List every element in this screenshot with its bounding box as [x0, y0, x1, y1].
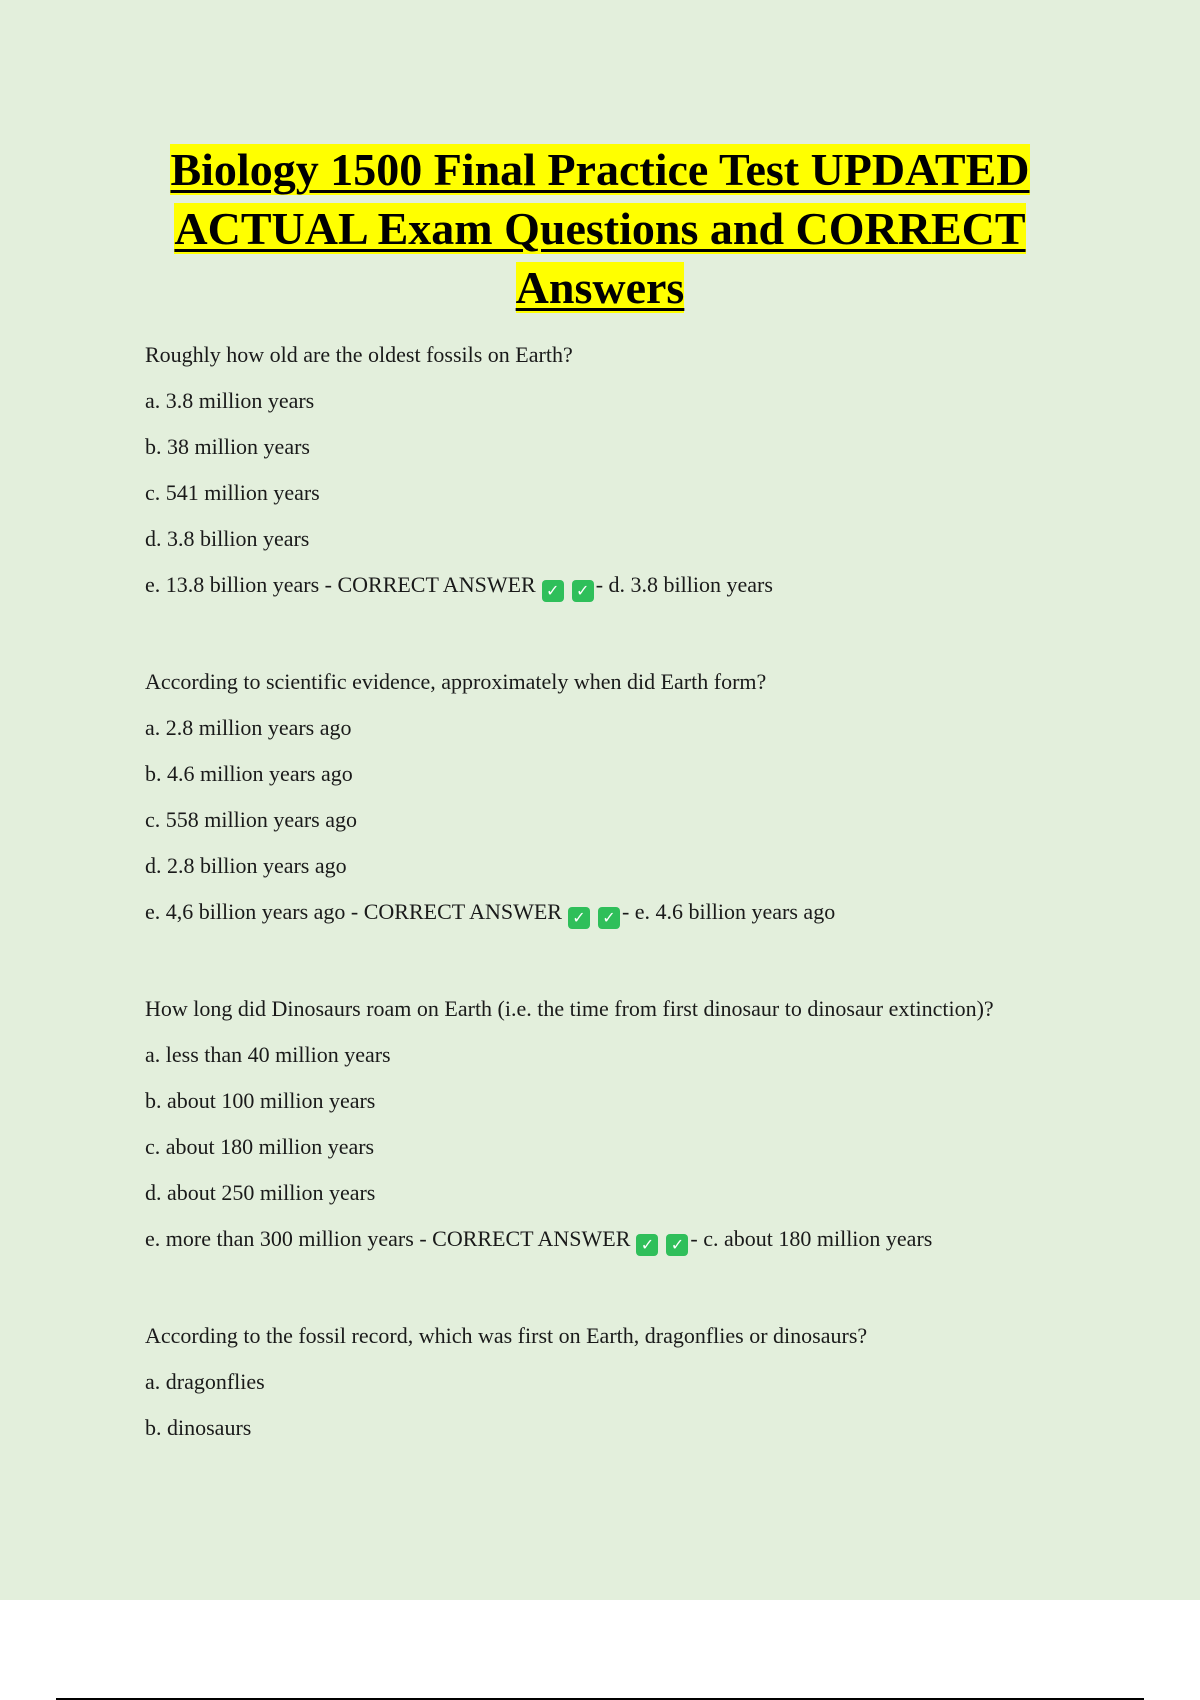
answer-option: c. about 180 million years: [145, 1134, 375, 1159]
answer-option-with-key: [145, 566, 1105, 612]
check-mark-icon: ✓: [542, 580, 564, 602]
question-prompt: Roughly how old are the oldest fossils on Earth?: [145, 342, 573, 367]
page-title: [120, 140, 1080, 317]
question-prompt: According to scientific evidence, approximately when did Earth form?: [145, 669, 767, 694]
check-mark-icon: ✓: [636, 1234, 658, 1256]
answer-option: c. 541 million years: [145, 480, 320, 505]
question-block: [145, 1317, 1105, 1455]
answer-option: a. dragonflies: [145, 1369, 265, 1394]
answer-option: b. dinosaurs: [145, 1415, 252, 1440]
check-mark-icon: ✓: [572, 580, 594, 602]
answer-option: d. 3.8 billion years: [145, 526, 310, 551]
answer-option: e. 4,6 billion years ago - CORRECT ANSWER: [145, 899, 562, 924]
answer-option-with-key: [145, 893, 1105, 939]
correct-answer: - c. about 180 million years: [690, 1226, 933, 1251]
title-line-1: Biology 1500 Final Practice Test UPDATED: [170, 144, 1030, 195]
question-list: [145, 336, 1105, 1506]
answer-option: d. 2.8 billion years ago: [145, 853, 347, 878]
answer-option-with-key: [145, 1220, 1105, 1266]
answer-option: b. 38 million years: [145, 434, 310, 459]
correct-answer: - e. 4.6 billion years ago: [621, 899, 836, 924]
answer-option: b. 4.6 million years ago: [145, 761, 353, 786]
answer-option: d. about 250 million years: [145, 1180, 376, 1205]
question-prompt: According to the fossil record, which was first on Earth, dragonflies or dinosaurs?: [145, 1323, 868, 1348]
correct-answer: - d. 3.8 billion years: [595, 572, 773, 597]
answer-option: e. more than 300 million years - CORRECT ANSWER: [145, 1226, 631, 1251]
check-mark-icon: ✓: [666, 1234, 688, 1256]
question-block: [145, 663, 1105, 939]
question-block: [145, 336, 1105, 612]
answer-option: c. 558 million years ago: [145, 807, 358, 832]
check-mark-icon: ✓: [598, 907, 620, 929]
answer-option: a. 2.8 million years ago: [145, 715, 352, 740]
question-block: [145, 990, 1105, 1266]
answer-option: b. about 100 million years: [145, 1088, 376, 1113]
check-mark-icon: ✓: [568, 907, 590, 929]
answer-option: e. 13.8 billion years - CORRECT ANSWER: [145, 572, 536, 597]
answer-option: a. less than 40 million years: [145, 1042, 391, 1067]
title-line-3: Answers: [515, 262, 685, 313]
title-line-2: ACTUAL Exam Questions and CORRECT: [174, 203, 1026, 254]
question-prompt: How long did Dinosaurs roam on Earth (i.e. the time from first dinosaur to dinosaur extinction)?: [145, 996, 994, 1021]
answer-option: a. 3.8 million years: [145, 388, 315, 413]
